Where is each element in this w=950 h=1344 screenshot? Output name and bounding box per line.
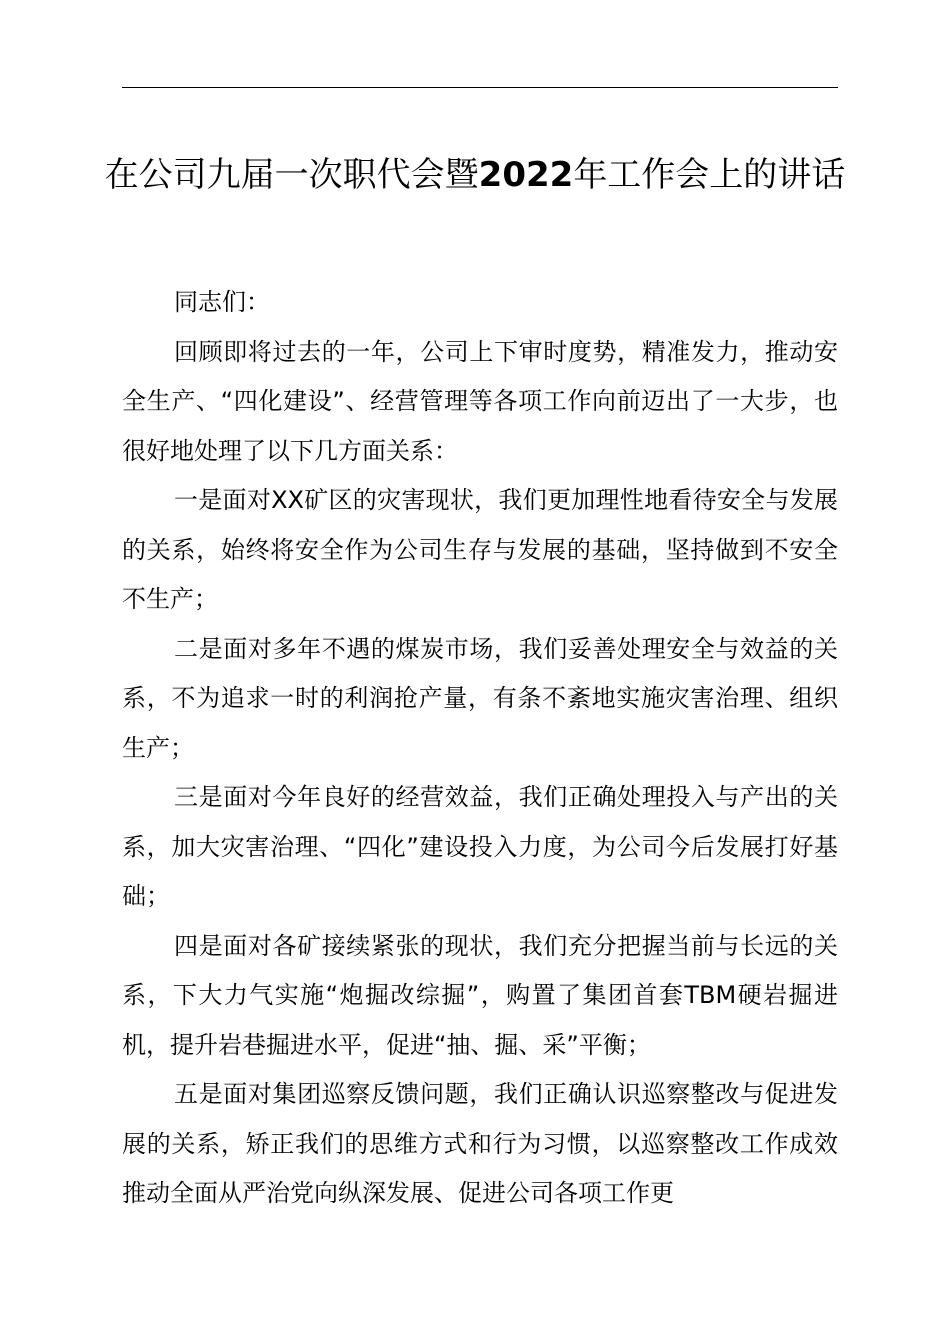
- header-divider: [122, 87, 838, 88]
- salutation: 同志们：: [174, 288, 270, 316]
- title-suffix: 年工作会上的讲话: [573, 155, 846, 195]
- document-title: [100, 150, 850, 200]
- paragraph-point-3: 三是面对今年良好的经营效益，我们正确处理投入与产出的关系，加大灾害治理、“四化”建设投入力度，为公司今后发展打好基础；: [122, 783, 838, 910]
- paragraph-review: 回顾即将过去的一年，公司上下审时度势，精准发力，推动安全生产、“四化建设”、经营管理等各项工作向前迈出了一大步，也很好地处理了以下几方面关系：: [122, 337, 838, 465]
- paragraph-point-2: 二是面对多年不遇的煤炭市场，我们妥善处理安全与效益的关系，不为追求一时的利润抢产量，有条不紊地实施灾害治理、组织生产；: [122, 634, 838, 762]
- title-prefix: 在公司九届一次职代会暨: [104, 155, 479, 195]
- paragraph-point-1: 一是面对XX矿区的灾害现状，我们更加理性地看待安全与发展的关系，始终将安全作为公司生存与发展的基础，坚持做到不安全不生产；: [122, 486, 838, 613]
- paragraph-point-4: 四是面对各矿接续紧张的现状，我们充分把握当前与长远的关系，下大力气实施“炮掘改综掘”，购置了集团首套TBM硬岩掘进机，提升岩巷掘进水平，促进“抽、掘、采”平衡；: [122, 931, 838, 1059]
- document-body: [122, 278, 838, 1219]
- paragraph-point-5: 五是面对集团巡察反馈问题，我们正确认识巡察整改与促进发展的关系，矫正我们的思维方式和行为习惯，以巡察整改工作成效推动全面从严治党向纵深发展、促进公司各项工作更: [122, 1080, 838, 1207]
- title-year: 2022: [478, 155, 574, 195]
